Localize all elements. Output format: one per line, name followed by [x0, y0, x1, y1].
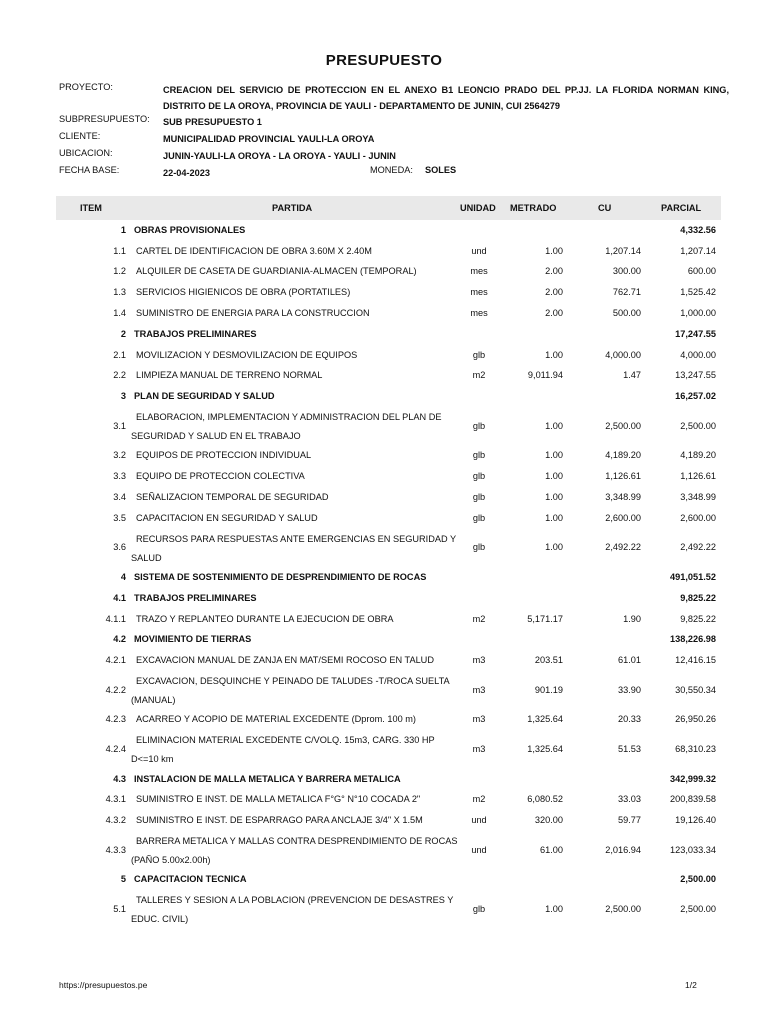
cell-metrado: 1.00 [545, 542, 563, 553]
header-metrado: METRADO [510, 203, 557, 213]
table-row [56, 282, 721, 303]
cell-partida: TRABAJOS PRELIMINARES [134, 592, 257, 603]
cell-parcial: 1,207.14 [680, 245, 716, 256]
cell-item: 3.4 [113, 492, 126, 503]
table-row [56, 487, 721, 508]
cell-partida: SEÑALIZACION TEMPORAL DE SEGURIDAD [136, 492, 329, 503]
cell-item: 3.6 [113, 542, 126, 553]
cell-partida: TALLERES Y SESION A LA POBLACION (PREVENCION DE DESASTRES Y EDUC. CIVIL) [131, 895, 454, 925]
cell-item: 2 [120, 328, 126, 339]
cell-parcial: 138,226.98 [670, 634, 716, 645]
fecha-label: FECHA BASE: [59, 165, 120, 175]
cell-partida: ELABORACION, IMPLEMENTACION Y ADMINISTRACION DEL PLAN DE SEGURIDAD Y SALUD EN EL TRABAJO [131, 412, 442, 442]
cell-partida: INSTALACION DE MALLA METALICA Y BARRERA METALICA [134, 773, 401, 784]
cell-unidad: m2 [472, 613, 486, 624]
table-row [56, 831, 721, 869]
cell-cu: 762.71 [612, 287, 641, 298]
cell-item: 1.2 [113, 266, 126, 277]
cell-parcial: 1,000.00 [680, 308, 716, 319]
cell-metrado: 61.00 [540, 844, 563, 855]
table-section-row [56, 588, 721, 609]
cell-cu: 2,500.00 [605, 903, 641, 914]
cell-metrado: 9,011.94 [527, 370, 563, 381]
cell-unidad: m2 [472, 794, 486, 805]
cell-partida: EQUIPO DE PROTECCION COLECTIVA [136, 471, 305, 482]
cell-item: 3.3 [113, 471, 126, 482]
cell-unidad: m2 [472, 370, 486, 381]
cell-metrado: 1.00 [545, 471, 563, 482]
cell-partida: OBRAS PROVISIONALES [134, 224, 246, 235]
cell-partida: LIMPIEZA MANUAL DE TERRENO NORMAL [136, 370, 323, 381]
cell-metrado: 1.00 [545, 450, 563, 461]
cell-parcial: 9,825.22 [680, 592, 716, 603]
subpresupuesto-label: SUBPRESUPUESTO: [59, 114, 150, 124]
table-body [56, 220, 721, 929]
cell-parcial: 26,950.26 [675, 714, 716, 725]
table-section-row [56, 220, 721, 241]
cell-unidad: glb [472, 492, 486, 503]
cell-item: 4.2.1 [105, 655, 126, 666]
cell-cu: 33.90 [618, 684, 641, 695]
table-row [56, 262, 721, 283]
cell-cu: 1.90 [623, 613, 641, 624]
cell-item: 4.3.3 [105, 844, 126, 855]
cell-unidad: glb [472, 349, 486, 360]
cell-partida: ALQUILER DE CASETA DE GUARDIANIA-ALMACEN (TEMPORAL) [136, 266, 417, 277]
table-row [56, 446, 721, 467]
table-section-row [56, 324, 721, 345]
cell-item: 3.1 [113, 420, 126, 431]
cell-item: 5 [120, 874, 126, 885]
cell-cu: 1.47 [623, 370, 641, 381]
cell-parcial: 30,550.34 [675, 684, 716, 695]
cell-item: 4.2.2 [105, 684, 126, 695]
cell-partida: SISTEMA DE SOSTENIMIENTO DE DESPRENDIMIENTO DE ROCAS [134, 572, 427, 583]
cell-unidad: und [471, 245, 487, 256]
cliente-label: CLIENTE: [59, 131, 101, 141]
cell-partida: CARTEL DE IDENTIFICACION DE OBRA 3.60M X 2.40M [136, 245, 372, 256]
subpresupuesto-value: SUB PRESUPUESTO 1 [163, 117, 262, 127]
cell-item: 3.5 [113, 512, 126, 523]
cell-partida: RECURSOS PARA RESPUESTAS ANTE EMERGENCIAS EN SEGURIDAD Y SALUD [131, 533, 456, 563]
cell-parcial: 1,126.61 [680, 471, 716, 482]
footer-url: https://presupuestos.pe [59, 980, 148, 990]
cell-unidad: m3 [472, 744, 486, 754]
cell-item: 2.1 [113, 349, 126, 360]
cell-parcial: 1,525.42 [680, 287, 716, 298]
cell-unidad: glb [472, 903, 486, 914]
cell-parcial: 4,000.00 [680, 349, 716, 360]
cell-item: 1.3 [113, 287, 126, 298]
cell-partida: PLAN DE SEGURIDAD Y SALUD [134, 391, 275, 402]
cell-parcial: 4,189.20 [680, 450, 716, 461]
cell-partida: MOVIMIENTO DE TIERRAS [134, 634, 252, 645]
cell-cu: 2,600.00 [605, 512, 641, 523]
cell-partida: TRAZO Y REPLANTEO DURANTE LA EJECUCION DE OBRA [136, 613, 394, 624]
cell-partida: EXCAVACION, DESQUINCHE Y PEINADO DE TALUDES -T/ROCA SUELTA (MANUAL) [131, 676, 450, 706]
moneda-label: MONEDA: [370, 165, 413, 175]
cell-cu: 3,348.99 [605, 492, 641, 503]
cell-unidad: glb [472, 450, 486, 461]
cell-partida: SERVICIOS HIGIENICOS DE OBRA (PORTATILES) [136, 287, 351, 298]
fecha-value: 22-04-2023 [163, 168, 210, 178]
cell-unidad: glb [472, 542, 486, 553]
ubicacion-label: UBICACION: [59, 148, 113, 158]
cell-metrado: 1.00 [545, 512, 563, 523]
cell-metrado: 2.00 [545, 308, 563, 319]
cell-partida: MOVILIZACION Y DESMOVILIZACION DE EQUIPOS [136, 349, 358, 360]
cell-metrado: 2.00 [545, 287, 563, 298]
cell-parcial: 4,332.56 [680, 224, 716, 235]
cell-parcial: 19,126.40 [675, 815, 716, 826]
table-row [56, 345, 721, 366]
footer-page-number: 1/2 [685, 980, 697, 990]
table-section-row [56, 869, 721, 890]
cell-cu: 51.53 [618, 744, 641, 754]
header-unidad: UNIDAD [460, 203, 496, 213]
cell-cu: 1,207.14 [605, 245, 641, 256]
cell-item: 4.1 [113, 592, 126, 603]
table-row [56, 303, 721, 324]
table-header [56, 196, 721, 220]
table-row [56, 508, 721, 529]
cell-partida: TRABAJOS PRELIMINARES [134, 328, 257, 339]
cell-item: 4 [120, 572, 126, 583]
cell-item: 4.2.4 [105, 744, 126, 754]
cell-partida: CAPACITACION TECNICA [134, 874, 247, 885]
cell-item: 3.2 [113, 450, 126, 461]
cell-partida: ACARREO Y ACOPIO DE MATERIAL EXCEDENTE (Dprom. 100 m) [136, 714, 416, 725]
table-row [56, 710, 721, 731]
cell-parcial: 2,500.00 [680, 874, 716, 885]
table-section-row [56, 567, 721, 588]
cell-partida: EQUIPOS DE PROTECCION INDIVIDUAL [136, 450, 312, 461]
cliente-value: MUNICIPALIDAD PROVINCIAL YAULI-LA OROYA [163, 134, 375, 144]
page-title: PRESUPUESTO [325, 52, 443, 69]
cell-parcial: 491,051.52 [670, 572, 716, 583]
header-parcial: PARCIAL [661, 203, 702, 213]
cell-partida: SUMINISTRO E INST. DE ESPARRAGO PARA ANCLAJE 3/4" X 1.5M [136, 815, 423, 826]
table-row [56, 609, 721, 630]
cell-unidad: mes [470, 266, 488, 277]
table-row [56, 241, 721, 262]
cell-cu: 61.01 [618, 655, 641, 666]
cell-partida: ELIMINACION MATERIAL EXCEDENTE C/VOLQ. 15m3, CARG. 330 HP D<=10 km [131, 735, 435, 765]
cell-item: 2.2 [113, 370, 126, 381]
cell-metrado: 1.00 [545, 420, 563, 431]
cell-item: 1.4 [113, 308, 126, 319]
cell-cu: 4,189.20 [605, 450, 641, 461]
table-row [56, 671, 721, 709]
cell-item: 1 [120, 224, 126, 235]
cell-item: 1.1 [113, 245, 126, 256]
cell-parcial: 68,310.23 [675, 744, 716, 754]
table-row [56, 407, 721, 445]
table-section-row [56, 386, 721, 407]
cell-partida: SUMINISTRO DE ENERGIA PARA LA CONSTRUCCION [136, 308, 370, 319]
cell-cu: 1,126.61 [605, 471, 641, 482]
cell-parcial: 2,492.22 [680, 542, 716, 553]
cell-metrado: 203.51 [534, 655, 563, 666]
cell-metrado: 1,325.64 [527, 744, 563, 754]
header-item: ITEM [80, 203, 102, 213]
cell-partida: SUMINISTRO E INST. DE MALLA METALICA F°G° N°10 COCADA 2" [136, 794, 421, 805]
cell-parcial: 200,839.58 [670, 794, 716, 805]
table-row [56, 650, 721, 671]
cell-metrado: 1.00 [545, 245, 563, 256]
cell-metrado: 1.00 [545, 492, 563, 503]
table-row [56, 790, 721, 811]
cell-parcial: 342,999.32 [670, 773, 716, 784]
cell-parcial: 13,247.55 [675, 370, 716, 381]
cell-cu: 20.33 [618, 714, 641, 725]
cell-cu: 59.77 [618, 815, 641, 826]
cell-item: 4.3 [113, 773, 126, 784]
cell-unidad: m3 [472, 655, 486, 666]
cell-partida: EXCAVACION MANUAL DE ZANJA EN MAT/SEMI ROCOSO EN TALUD [136, 655, 434, 666]
cell-unidad: glb [472, 512, 486, 523]
cell-metrado: 1.00 [545, 903, 563, 914]
cell-unidad: m3 [472, 684, 486, 695]
table-section-row [56, 630, 721, 651]
cell-metrado: 1.00 [545, 349, 563, 360]
cell-item: 4.3.2 [105, 815, 126, 826]
cell-parcial: 123,033.34 [670, 844, 716, 855]
cell-unidad: glb [472, 420, 486, 431]
table-row [56, 366, 721, 387]
cell-metrado: 6,080.52 [527, 794, 563, 805]
table-row [56, 529, 721, 567]
cell-partida: CAPACITACION EN SEGURIDAD Y SALUD [136, 512, 318, 523]
table-section-row [56, 769, 721, 790]
cell-parcial: 600.00 [687, 266, 716, 277]
cell-partida: BARRERA METALICA Y MALLAS CONTRA DESPRENDIMIENTO DE ROCAS (PAÑO 5.00x2.00h) [131, 836, 458, 866]
cell-metrado: 2.00 [545, 266, 563, 277]
header-cu: CU [598, 203, 612, 213]
cell-item: 4.3.1 [105, 794, 126, 805]
table-row [56, 810, 721, 831]
table-row [56, 466, 721, 487]
cell-unidad: und [471, 815, 487, 826]
proyecto-label: PROYECTO: [59, 82, 113, 92]
cell-unidad: und [471, 844, 487, 855]
cell-parcial: 12,416.15 [675, 655, 716, 666]
cell-parcial: 16,257.02 [675, 391, 716, 402]
cell-parcial: 2,500.00 [680, 903, 716, 914]
cell-item: 5.1 [113, 903, 126, 914]
budget-table [56, 196, 721, 929]
ubicacion-value: JUNIN-YAULI-LA OROYA - LA OROYA - YAULI - JUNIN [163, 151, 396, 161]
header-partida: PARTIDA [272, 203, 313, 213]
cell-unidad: glb [472, 471, 486, 482]
cell-metrado: 320.00 [534, 815, 563, 826]
moneda-value: SOLES [425, 165, 457, 175]
cell-parcial: 9,825.22 [680, 613, 716, 624]
cell-item: 4.2 [113, 634, 126, 645]
proyecto-value: CREACION DEL SERVICIO DE PROTECCION EN EL ANEXO B1 LEONCIO PRADO DEL PP.JJ. LA FLORIDA NORMAN KING, DISTRITO DE LA OROYA, PROVINCIA DE YAULI - DEPARTAMENTO DE JUNIN, CUI 2564279 [163, 85, 729, 111]
cell-cu: 500.00 [612, 308, 641, 319]
cell-parcial: 3,348.99 [680, 492, 716, 503]
cell-metrado: 1,325.64 [527, 714, 563, 725]
cell-unidad: m3 [472, 714, 486, 725]
cell-cu: 33.03 [618, 794, 641, 805]
cell-unidad: mes [470, 308, 488, 319]
cell-metrado: 901.19 [534, 684, 563, 695]
cell-cu: 2,016.94 [605, 844, 641, 855]
cell-cu: 2,492.22 [605, 542, 641, 553]
cell-item: 4.1.1 [105, 613, 126, 624]
table-row [56, 730, 721, 768]
cell-cu: 4,000.00 [605, 349, 641, 360]
cell-parcial: 2,500.00 [680, 420, 716, 431]
cell-metrado: 5,171.17 [527, 613, 563, 624]
cell-cu: 300.00 [612, 266, 641, 277]
cell-parcial: 2,600.00 [680, 512, 716, 523]
cell-item: 3 [120, 391, 126, 402]
cell-parcial: 17,247.55 [675, 328, 716, 339]
cell-item: 4.2.3 [105, 714, 126, 725]
cell-unidad: mes [470, 287, 488, 298]
cell-cu: 2,500.00 [605, 420, 641, 431]
table-row [56, 890, 721, 928]
